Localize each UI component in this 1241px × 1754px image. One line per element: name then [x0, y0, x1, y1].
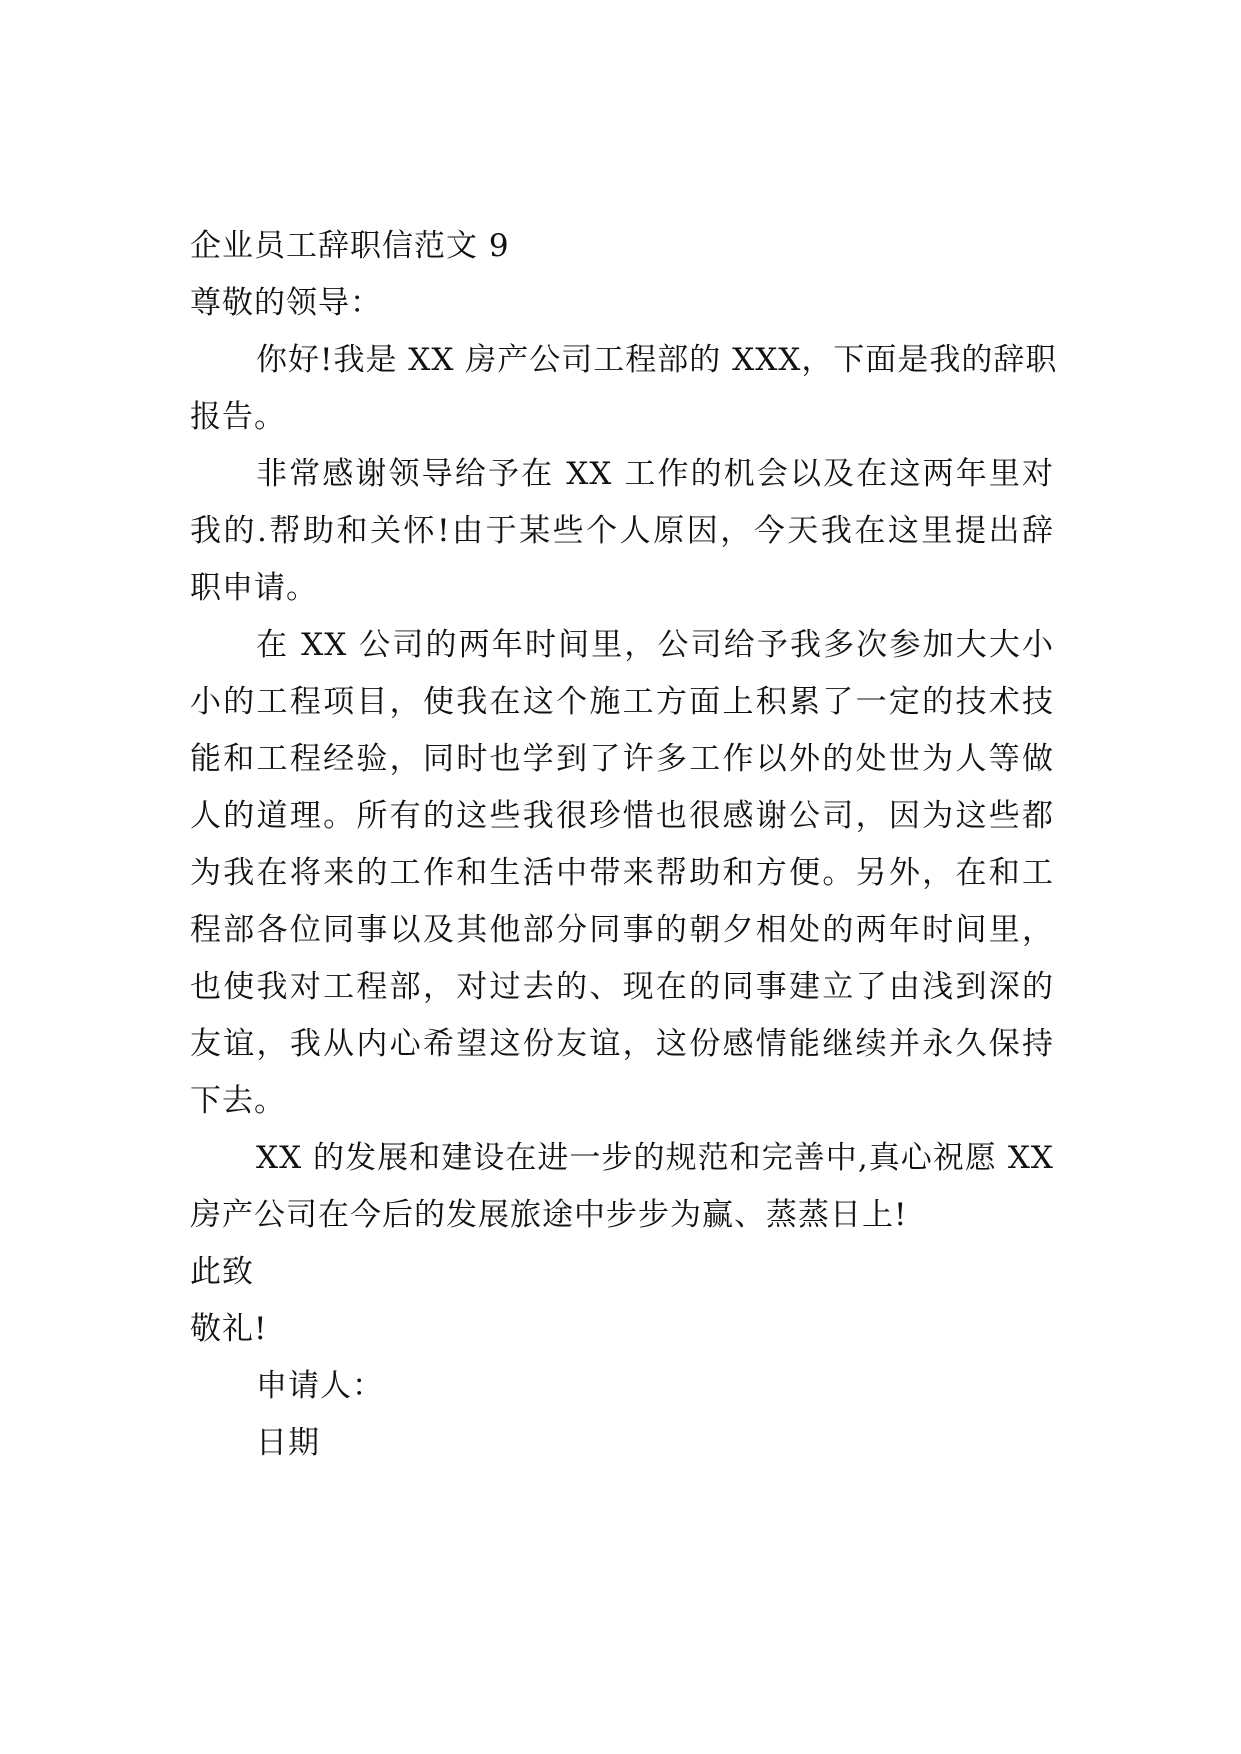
- applicant-label: 申请人：: [256, 1368, 384, 1404]
- body-line: XX 的发展和建设在进一步的规范和完善中,真心祝愿 XX: [256, 1140, 1054, 1176]
- body-line: 能和工程经验，同时也学到了许多工作以外的处世为人等做: [190, 741, 1054, 777]
- document-title: 企业员工辞职信范文 9: [190, 228, 510, 264]
- body-line: 房产公司在今后的发展旅途中步步为赢、蒸蒸日上!: [190, 1197, 908, 1233]
- date-label: 日期: [256, 1425, 320, 1461]
- body-line: 为我在将来的工作和生活中带来帮助和方便。另外，在和工: [190, 855, 1054, 891]
- body-line: 小的工程项目，使我在这个施工方面上积累了一定的技术技: [190, 684, 1054, 720]
- body-line: 我的.帮助和关怀!由于某些个人原因，今天我在这里提出辞: [190, 513, 1054, 549]
- closing-line-1: 此致: [190, 1254, 254, 1290]
- letter-body: [190, 218, 1058, 1472]
- salutation: 尊敬的领导：: [190, 285, 382, 321]
- body-line: 职申请。: [190, 570, 318, 606]
- closing-line-2: 敬礼!: [190, 1311, 268, 1347]
- body-line: 在 XX 公司的两年时间里，公司给予我多次参加大大小: [256, 627, 1054, 663]
- body-line: 也使我对工程部，对过去的、现在的同事建立了由浅到深的: [190, 969, 1054, 1005]
- body-line: 非常感谢领导给予在 XX 工作的机会以及在这两年里对: [256, 456, 1054, 492]
- body-line: 程部各位同事以及其他部分同事的朝夕相处的两年时间里，: [190, 912, 1054, 948]
- body-line: 人的道理。所有的这些我很珍惜也很感谢公司，因为这些都: [190, 798, 1054, 834]
- body-line: 下去。: [190, 1083, 286, 1119]
- body-line: 你好!我是 XX 房产公司工程部的 XXX，下面是我的辞职: [256, 342, 1058, 378]
- body-line: 友谊，我从内心希望这份友谊，这份感情能继续并永久保持: [190, 1026, 1054, 1062]
- body-line: 报告。: [190, 399, 286, 435]
